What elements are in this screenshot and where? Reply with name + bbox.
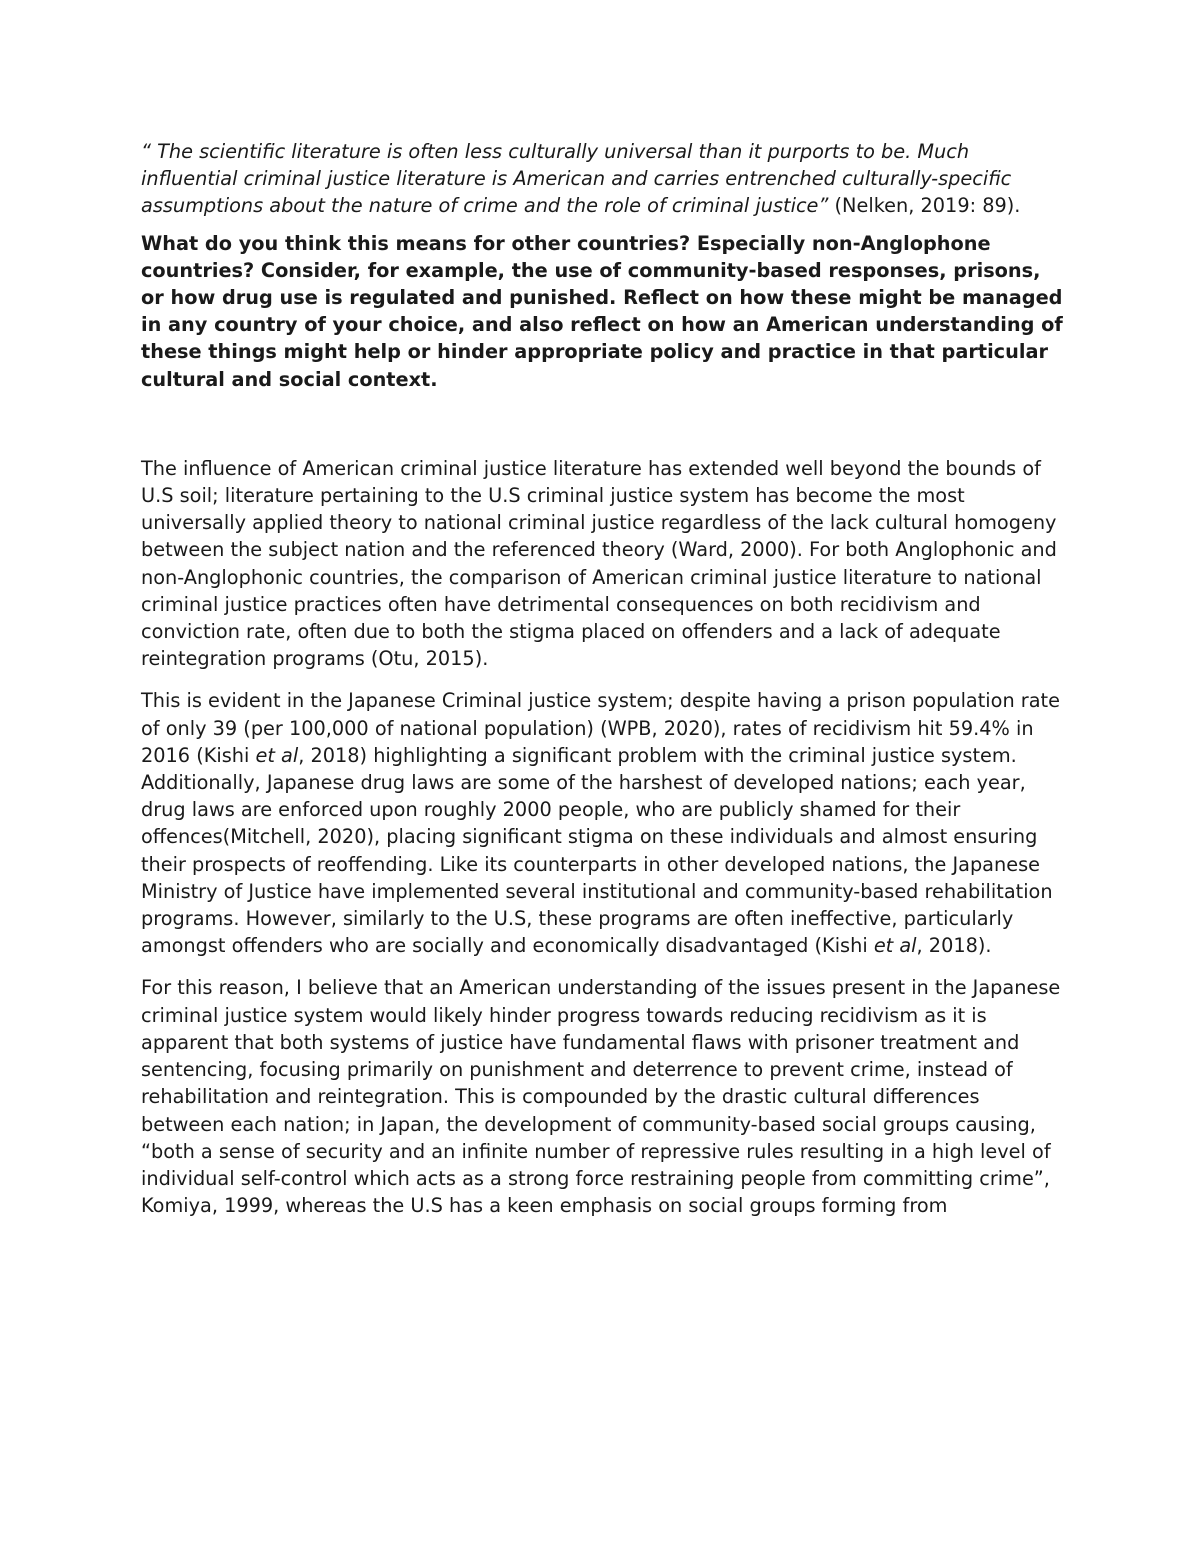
body-paragraph-3: For this reason, I believe that an American understanding of the issues present in the Japanese criminal justice system would likely hinder progress towards reducing recidivism as it is apparent that both systems of justice have fundamental flaws with prisoner treatment and sentencing, focusing primarily on punishment and deterrence to prevent crime, instead of rehabilitation and reintegration. This is compounded by the drastic cultural differences between each nation; in Japan, the development of community-based social groups causing, “both a sense of security and an infinite number of repressive rules resulting in a high level of individual self-control which acts as a strong force restraining people from committing crime”, Komiya, 1999, whereas the U.S has a keen emphasis on social groups forming from	[141, 976, 1061, 1218]
quote-citation: (Nelken, 2019: 89).	[828, 194, 1021, 218]
body-paragraph-2	[141, 687, 1066, 959]
epigraph-quote	[141, 138, 1066, 220]
paragraph-2-text-a: This is evident in the Japanese Criminal justice system; despite having a prison population rate of only 39 (per 100,000 of national population) (WPB, 2020), rates of recidivism hit 59.4% in 2016 (Kishi	[141, 689, 1060, 767]
et-al-italic-1: et al	[255, 743, 299, 767]
paragraph-2-text-c: , 2018).	[916, 934, 992, 958]
body-paragraph-1: The influence of American criminal justice literature has extended well beyond the bounds of U.S soil; literature pertaining to the U.S criminal justice system has become the most universally applied theory to national criminal justice regardless of the lack cultural homogeny between the subject nation and the referenced theory (Ward, 2000). For both Anglophonic and non-Anglophonic countries, the comparison of American criminal justice literature to national criminal justice practices often have detrimental consequences on both recidivism and conviction rate, often due to both the stigma placed on offenders and a lack of adequate reintegration programs (Otu, 2015).	[141, 456, 1057, 671]
document-page	[141, 138, 1066, 1219]
essay-question: What do you think this means for other countries? Especially non-Anglophone countries? Consider, for example, the use of community-based responses, prisons, or how drug use is regulated and punished. Reflect on how these might be managed in any country of your choice, and also reflect on how an American understanding of these things might help or hinder appropriate policy and practice in that particular cultural and social context.	[141, 231, 1063, 391]
paragraph-2-text-b: , 2018) highlighting a significant problem with the criminal justice system. Additionally, Japanese drug laws are some of the harshest of developed nations; each year, drug laws are enforced upon roughly 2000 people, who are publicly shamed for their offences(Mitchell, 2020), placing significant stigma on these individuals and almost ensuring their prospects of reoffending. Like its counterparts in other developed nations, the Japanese Ministry of Justice have implemented several institutional and community-based rehabilitation programs. However, similarly to the U.S, these programs are often ineffective, particularly amongst offenders who are socially and economically disadvantaged (Kishi	[141, 743, 1053, 958]
quote-text: “ The scientific literature is often less culturally universal than it purports to be. Much influential criminal justice literature is American and carries entrenched culturally-specific assumptions about the nature of crime and the role of criminal justice”	[141, 140, 1012, 218]
et-al-italic-2: et al	[873, 934, 917, 958]
